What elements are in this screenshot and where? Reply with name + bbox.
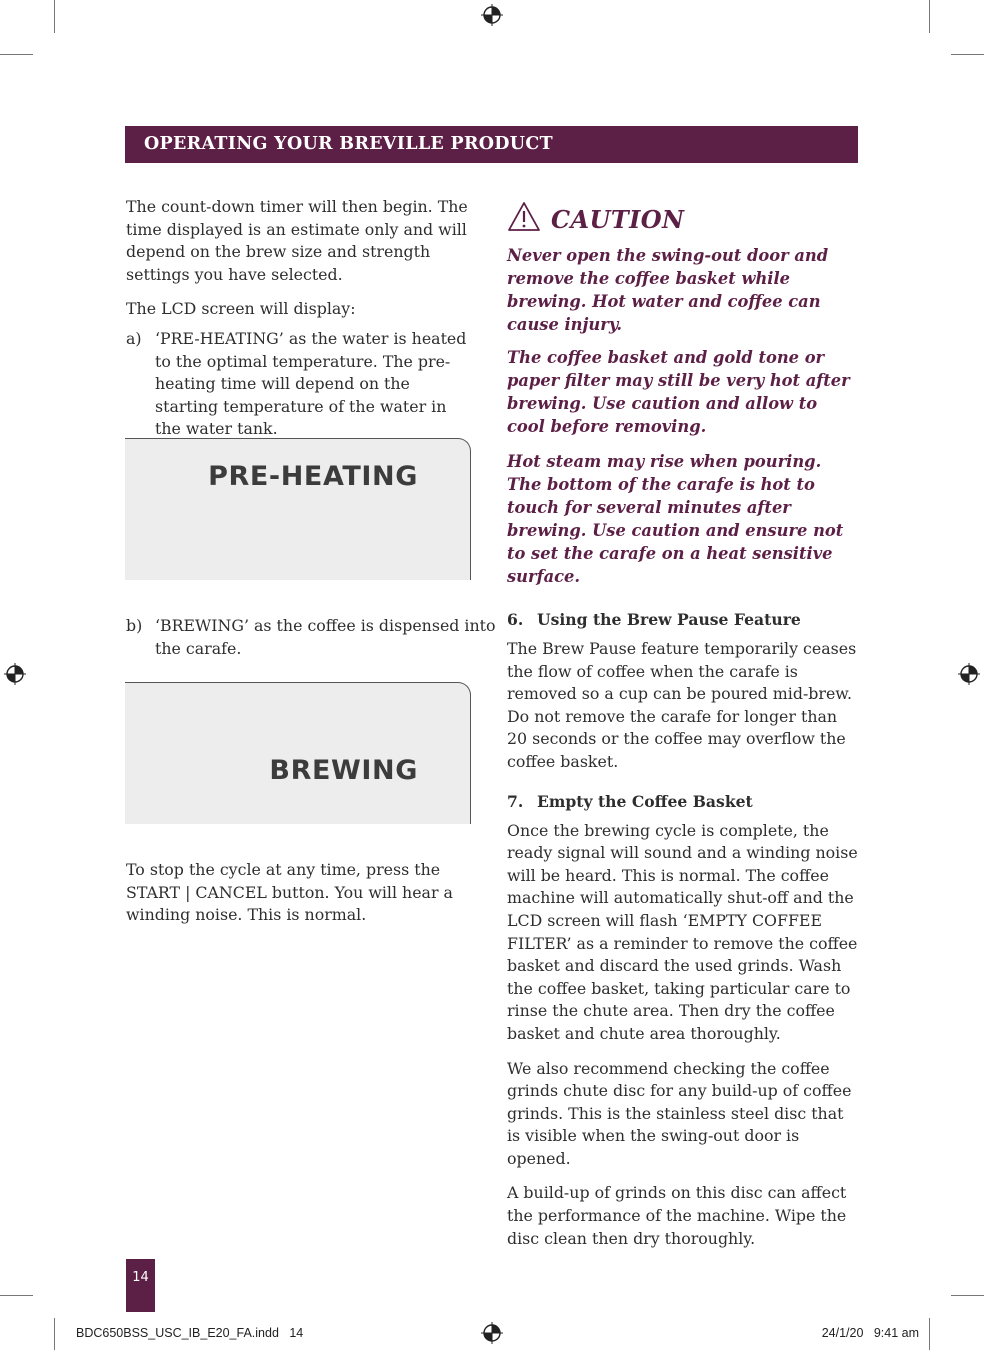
section-heading-brew-pause — [507, 610, 859, 629]
crop-mark — [54, 1318, 55, 1350]
list-marker: b) — [126, 616, 143, 635]
section-title: Empty the Coffee Basket — [537, 791, 753, 811]
section-paragraph: We also recommend checking the coffee grinds chute disc for any build-up of coffee grinds. This is the stainless steel disc that is visible when the swing-out door is opened. — [507, 1058, 852, 1168]
crop-mark — [929, 1318, 930, 1350]
left-column — [126, 196, 476, 441]
warning-triangle-icon — [507, 201, 541, 233]
crop-mark — [0, 1295, 33, 1296]
caution-heading — [507, 205, 859, 234]
section-heading-empty-basket — [507, 792, 859, 811]
lcd-display-intro: The LCD screen will display: — [126, 299, 356, 319]
list-item-a — [126, 328, 476, 441]
file-slug: BDC650BSS_USC_IB_E20_FA.indd 14 — [76, 1326, 304, 1340]
section-number: 7. — [507, 791, 524, 811]
section-title: Using the Brew Pause Feature — [537, 610, 801, 629]
lcd-screen-brewing — [125, 682, 471, 824]
section-number: 6. — [507, 610, 524, 629]
date-slug: 24/1/20 9:41 am — [821, 1326, 919, 1340]
registration-mark-icon — [958, 663, 980, 685]
right-column — [507, 205, 859, 1250]
list-item-text: ‘BREWING’ as the coffee is dispensed into the carafe. — [155, 616, 496, 658]
section-header: OPERATING YOUR BREVILLE PRODUCT — [125, 126, 858, 163]
caution-title: CAUTION — [551, 205, 685, 234]
crop-mark — [0, 54, 33, 55]
registration-mark-icon — [4, 663, 26, 685]
lcd-text: BREWING — [269, 755, 418, 786]
caution-paragraph: Hot steam may rise when pouring. The bottom of the carafe is hot to touch for several minutes after brewing. Use caution and ensure not to set the carafe on a heat sensitive surface. — [507, 452, 844, 586]
caution-paragraph: Never open the swing-out door and remove the coffee basket while brewing. Hot water and coffee can cause injury. — [507, 246, 829, 334]
intro-paragraph: The count-down timer will then begin. The time displayed is an estimate only and will depend on the brew size and strength settings you have selected. — [126, 197, 468, 284]
list-item-text: ‘PRE-HEATING’ as the water is heated to the optimal temperature. The pre-heating time will depend on the starting temperature of the water in the water tank. — [155, 328, 467, 439]
crop-mark — [951, 54, 984, 55]
crop-mark — [54, 0, 55, 33]
lcd-text: PRE-HEATING — [208, 461, 418, 492]
stop-cycle-paragraph: To stop the cycle at any time, press the START | CANCEL button. You will hear a winding noise. This is normal. — [126, 860, 453, 925]
section-paragraph: The Brew Pause feature temporarily ceases the flow of coffee when the carafe is removed so a cup can be poured mid-brew. Do not remove the carafe for longer than 20 seconds or the coffee may overflow the coffee basket. — [507, 639, 857, 771]
page-number: 14 — [126, 1259, 155, 1312]
lcd-screen-preheating — [125, 438, 471, 580]
section-paragraph: Once the brewing cycle is complete, the ready signal will sound and a winding noise will be heard. This is normal. The coffee machine will automatically shut-off and the LCD screen will flash ‘EMPTY COFFEE FILTER’ as a reminder to remove the coffee basket and discard the used grinds. Wash the coffee basket, taking particular care to rinse the chute area. Then dry the coffee basket and chute area thoroughly. — [507, 820, 858, 1043]
registration-mark-icon — [481, 4, 503, 26]
list-item-b — [126, 615, 505, 660]
registration-mark-icon — [481, 1322, 503, 1344]
crop-mark — [951, 1295, 984, 1296]
list-marker: a) — [126, 328, 142, 348]
caution-paragraph: The coffee basket and gold tone or paper filter may still be very hot after brewing. Use caution and allow to cool before removing. — [507, 348, 850, 436]
crop-mark — [929, 0, 930, 33]
section-paragraph: A build-up of grinds on this disc can affect the performance of the machine. Wipe the disc clean then dry thoroughly. — [507, 1183, 847, 1248]
